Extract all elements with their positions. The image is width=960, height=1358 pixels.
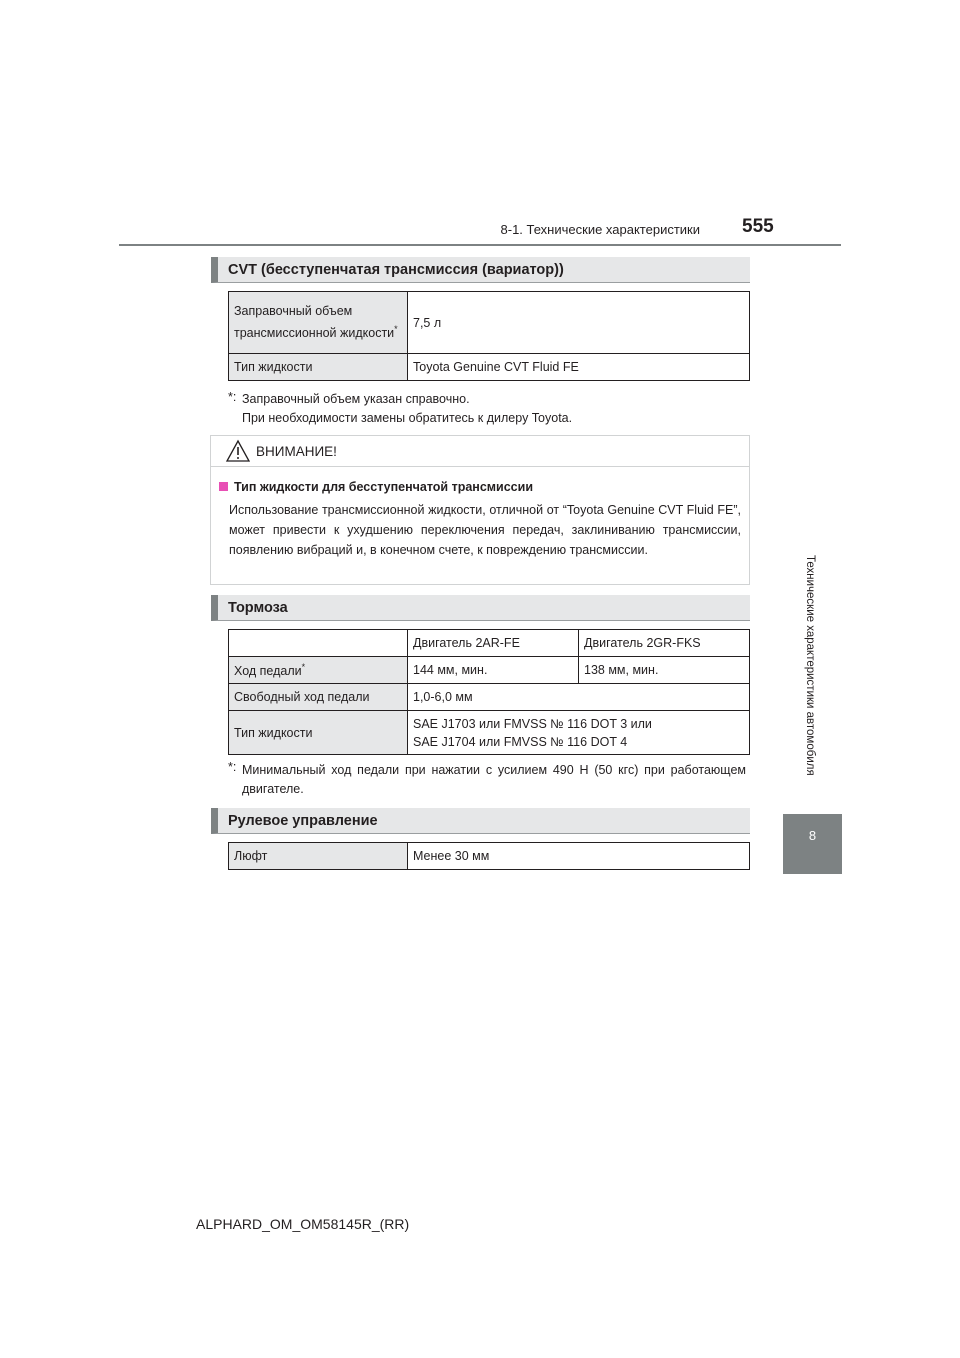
table-cell-value: 144 мм, мин. bbox=[408, 657, 579, 684]
table-row bbox=[229, 657, 750, 684]
brakes-footnote-mark: *: bbox=[228, 760, 237, 774]
cvt-footnote-mark: *: bbox=[228, 390, 237, 404]
warning-triangle-icon bbox=[225, 439, 251, 463]
table-row bbox=[229, 292, 750, 354]
warning-body: Использование трансмиссионной жидкости, отличной от “Toyota Genuine CVT Fluid FE”, может привести к ухудшению переключения передач, заклиниванию трансмиссии, появлению вибраций и, в конечном счете, к повреждению трансмиссии. bbox=[229, 503, 741, 557]
table-cell-empty bbox=[229, 630, 408, 657]
section-title: 8-1. Технические характеристики bbox=[500, 222, 700, 237]
brakes-section-title: Тормоза bbox=[211, 595, 750, 621]
page-number: 555 bbox=[742, 216, 774, 237]
table-cell-value: 1,0-6,0 мм bbox=[408, 684, 750, 711]
table-cell-value: 7,5 л bbox=[408, 292, 750, 354]
cvt-footnote: Заправочный объем указан справочно. При необходимости замены обратитесь к дилеру Toyota. bbox=[242, 392, 573, 425]
table-row bbox=[229, 354, 750, 381]
table-cell-label: Тип жидкости bbox=[229, 711, 408, 755]
table-cell-value: SAE J1703 или FMVSS № 116 DOT 3 или SAE J1704 или FMVSS № 116 DOT 4 bbox=[408, 711, 750, 755]
cvt-section-title: CVT (бесступенчатая трансмиссия (вариатор)) bbox=[211, 257, 750, 283]
table-cell-label: Люфт bbox=[229, 843, 408, 870]
brakes-footnote: Минимальный ход педали при нажатии с усилием 490 Н (50 кгс) при работающем двигателе. bbox=[242, 763, 746, 796]
bullet-square-icon bbox=[219, 482, 228, 491]
table-row bbox=[229, 843, 750, 870]
brakes-table bbox=[228, 629, 750, 755]
table-header-2arfe: Двигатель 2AR-FE bbox=[408, 630, 579, 657]
table-header-2grfks: Двигатель 2GR-FKS bbox=[579, 630, 750, 657]
table-cell-value: 138 мм, мин. bbox=[579, 657, 750, 684]
cvt-table bbox=[228, 291, 750, 381]
table-row bbox=[229, 630, 750, 657]
steering-table bbox=[228, 842, 750, 870]
table-row bbox=[229, 711, 750, 755]
table-cell-label: Заправочный объем трансмиссионной жидкости* bbox=[229, 292, 408, 354]
document-code: ALPHARD_OM_OM58145R_(RR) bbox=[196, 1216, 410, 1232]
table-row bbox=[229, 684, 750, 711]
table-cell-value: Менее 30 мм bbox=[408, 843, 750, 870]
header-divider bbox=[119, 244, 841, 246]
chapter-vertical-title: Технические характеристики автомобиля bbox=[804, 555, 816, 776]
warning-header bbox=[211, 436, 749, 467]
table-cell-label: Ход педали* bbox=[229, 657, 408, 684]
table-cell-value: Toyota Genuine CVT Fluid FE bbox=[408, 354, 750, 381]
warning-subtitle: Тип жидкости для бесступенчатой трансмиссии bbox=[219, 480, 533, 494]
warning-box bbox=[210, 435, 750, 585]
steering-section-title: Рулевое управление bbox=[211, 808, 750, 834]
table-cell-label: Свободный ход педали bbox=[229, 684, 408, 711]
warning-title: ВНИМАНИЕ! bbox=[256, 444, 337, 459]
table-cell-label: Тип жидкости bbox=[229, 354, 408, 381]
chapter-tab[interactable]: 8 bbox=[783, 814, 842, 874]
